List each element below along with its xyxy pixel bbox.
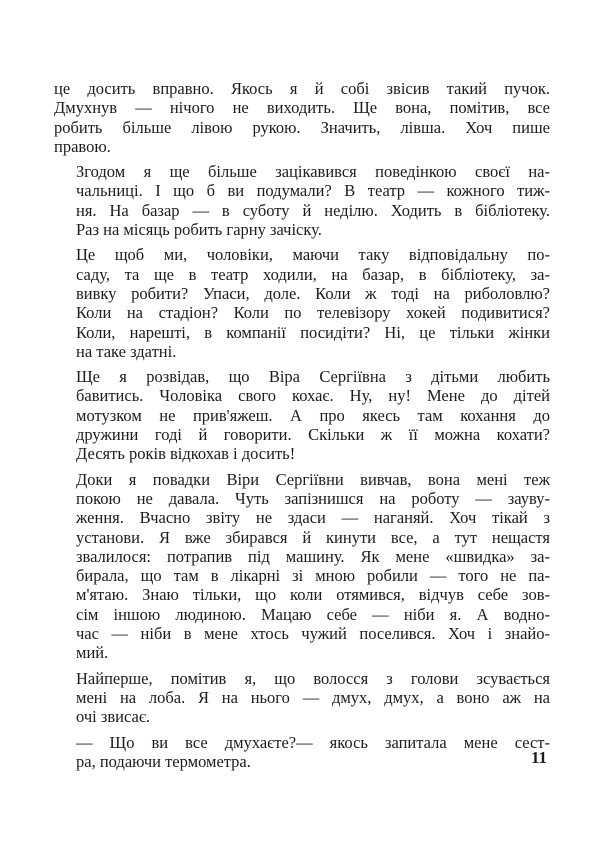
text-line: Дмухнув — нічого не виходить. Ще вона, помітив, все [54, 98, 550, 118]
text-line: Доки я повадки Віри Сергіївни вивчав, вона мені теж [76, 469, 550, 489]
text-line: мені на лоба. Я на нього — дмух, дмух, а воно аж на [76, 687, 550, 707]
text-line: покою не давала. Чуть запізнишся на роботу — зауву- [76, 488, 550, 508]
text-line: Найперше, помітив я, що волосся з голови зсувається [76, 668, 550, 688]
text-line: вивку робити? Упаси, доле. Коли ж тоді на риболовлю? [76, 283, 550, 303]
text-line: — Що ви все дмухаєте?— якось запитала мене сест- [76, 732, 550, 752]
text-line: це досить вправно. Якось я й собі звісив такий пучок. [54, 79, 550, 98]
text-line: чальниці. І що б ви подумали? В театр — кожного тиж- [76, 181, 550, 201]
text-line: очі звисає. [76, 707, 151, 727]
text-line: ження. Вчасно звіту не здаси — наганяй. Хоч тікай з [76, 508, 550, 528]
body-text [54, 79, 550, 777]
text-line: бирала, що там в лікарні зі мною робили — того не па- [76, 566, 550, 586]
text-line: Це щоб ми, чоловіки, маючи таку відповідальну по- [76, 245, 550, 265]
paragraph [54, 245, 550, 361]
text-line: дружини годі й говорити. Скільки ж її можна кохати? [76, 425, 550, 445]
text-line: установи. Я вже збирався й кинути все, а тут нещастя [76, 527, 550, 547]
paragraph [54, 79, 550, 156]
text-line: правою. [54, 136, 111, 156]
page-number: 11 [531, 748, 548, 767]
text-line: мотузком не прив'яжеш. А про якесь там кохання до [76, 405, 550, 425]
text-line: Десять років відкохав і досить! [76, 444, 296, 464]
text-line: бавитись. Чоловіка свого кохає. Ну, ну! Мене до дітей [76, 386, 550, 406]
paragraph [54, 470, 550, 663]
text-line: Згодом я ще більше зацікавився поведінкою своєї на- [76, 162, 550, 182]
text-line: звалилося: потрапив під машину. Як мене «швидка» за- [76, 546, 550, 566]
paragraph [54, 367, 550, 463]
text-line: Коли, нарешті, в компанії посидіти? Ні, це тільки жінки [76, 322, 550, 342]
text-line: м'ятаю. Знаю тільки, що коли отямився, відчув себе зов- [76, 585, 550, 605]
text-line: сім іншою людиною. Мацаю себе — ніби я. А водно- [76, 604, 550, 624]
text-line: мий. [76, 643, 109, 663]
text-line: Раз на місяць робить гарну зачіску. [76, 220, 322, 240]
text-line: Ще я розвідав, що Віра Сергіївна з дітьми любить [76, 367, 550, 387]
paragraph [54, 733, 550, 772]
text-line: на таке здатні. [76, 341, 177, 361]
paragraph [54, 162, 550, 239]
text-line: саду, та ще в театр ходили, на базар, в бібліотеку, за- [76, 264, 550, 284]
text-line: ня. На базар — в суботу й неділю. Ходить в бібліотеку. [76, 200, 550, 220]
text-line: робить більше лівою рукою. Значить, лівша. Хоч пише [54, 117, 550, 137]
text-line: Коли на стадіон? Коли по телевізору хокей подивитися? [76, 303, 550, 323]
paragraph [54, 669, 550, 727]
text-line: ра, подаючи термометра. [76, 751, 251, 771]
text-line: час — ніби в мене хтось чужий поселився. Хоч і знайо- [76, 624, 550, 644]
